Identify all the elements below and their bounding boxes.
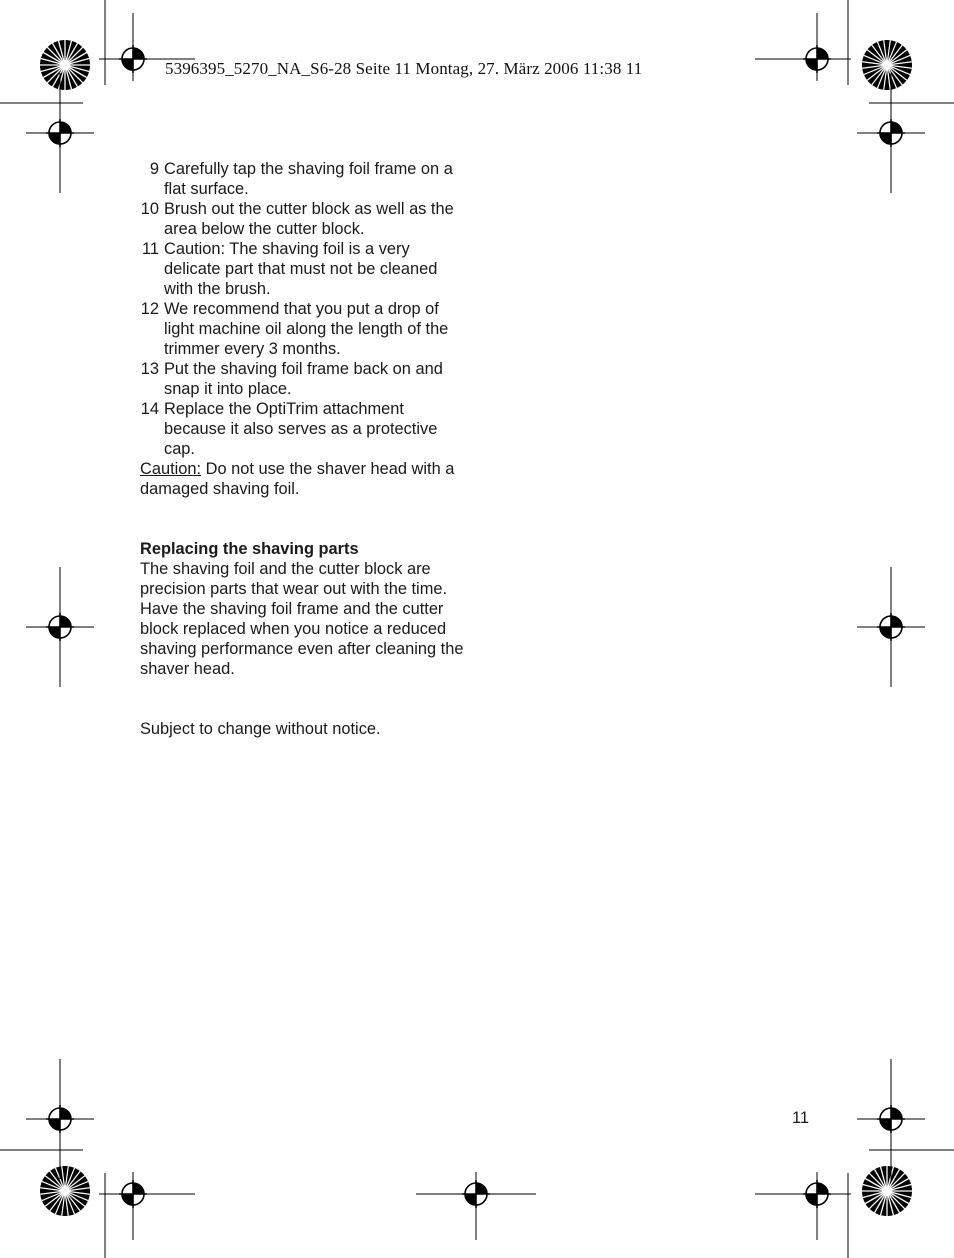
step-number: 12 xyxy=(140,300,159,318)
list-item-step-10 xyxy=(140,199,470,239)
step-text: We recommend that you put a drop of light machine oil along the length of the trimmer every 3 months. xyxy=(164,300,449,358)
step-number: 13 xyxy=(140,360,159,378)
starburst-target-bottom-right xyxy=(862,1166,912,1216)
registration-mark-bottom-right xyxy=(857,1059,925,1179)
registration-mark-bottom-left-lower xyxy=(99,1172,195,1240)
step-text: Brush out the cutter block as well as the area below the cutter block. xyxy=(164,200,454,238)
registration-mark-middle-left xyxy=(26,567,94,687)
caution-paragraph xyxy=(140,459,470,499)
step-text: Caution: The shaving foil is a very delicate part that must not be cleaned with the brush. xyxy=(164,240,438,298)
notice-text: Subject to change without notice. xyxy=(140,720,381,738)
starburst-target-top-right xyxy=(862,40,912,90)
caution-text: Do not use the shaver head with a damaged shaving foil. xyxy=(140,460,455,498)
step-number: 10 xyxy=(140,200,159,218)
registration-mark-bottom-right-lower xyxy=(755,1172,851,1240)
list-item-step-9 xyxy=(140,159,470,199)
step-number: 11 xyxy=(141,240,159,258)
step-text: Put the shaving foil frame back on and snap it into place. xyxy=(164,360,443,398)
registration-mark-bottom-left xyxy=(26,1059,94,1179)
registration-mark-bottom-center xyxy=(416,1172,536,1240)
list-item-step-13 xyxy=(140,359,470,399)
step-number: 14 xyxy=(140,400,159,418)
spacer xyxy=(140,499,470,539)
starburst-target-bottom-left xyxy=(40,1166,90,1216)
section-heading: Replacing the shaving parts xyxy=(140,540,359,558)
section-body: The shaving foil and the cutter block are precision parts that wear out with the time. Have the shaving foil frame and the cutter block replaced when you notice a reduced shaving performance even after cleaning the shaver head. xyxy=(140,560,464,678)
registration-mark-top-left xyxy=(26,73,94,193)
step-text: Replace the OptiTrim attachment because it also serves as a protective cap. xyxy=(164,400,438,458)
main-text-column xyxy=(140,159,470,739)
list-item-step-11 xyxy=(140,239,470,299)
step-text: Carefully tap the shaving foil frame on a flat surface. xyxy=(164,160,453,198)
spacer xyxy=(140,679,470,719)
starburst-target-top-left xyxy=(40,40,90,90)
registration-mark-top-right xyxy=(857,73,925,193)
list-item-step-12 xyxy=(140,299,470,359)
page-number: 11 xyxy=(792,1109,810,1127)
print-slug-line: 5396395_5270_NA_S6-28 Seite 11 Montag, 27. März 2006 11:38 11 xyxy=(165,59,643,78)
registration-mark-top-right-upper xyxy=(755,13,851,81)
registration-mark-middle-right xyxy=(857,567,925,687)
step-number: 9 xyxy=(149,160,159,178)
caution-label: Caution: xyxy=(140,460,202,478)
list-item-step-14 xyxy=(140,399,470,459)
